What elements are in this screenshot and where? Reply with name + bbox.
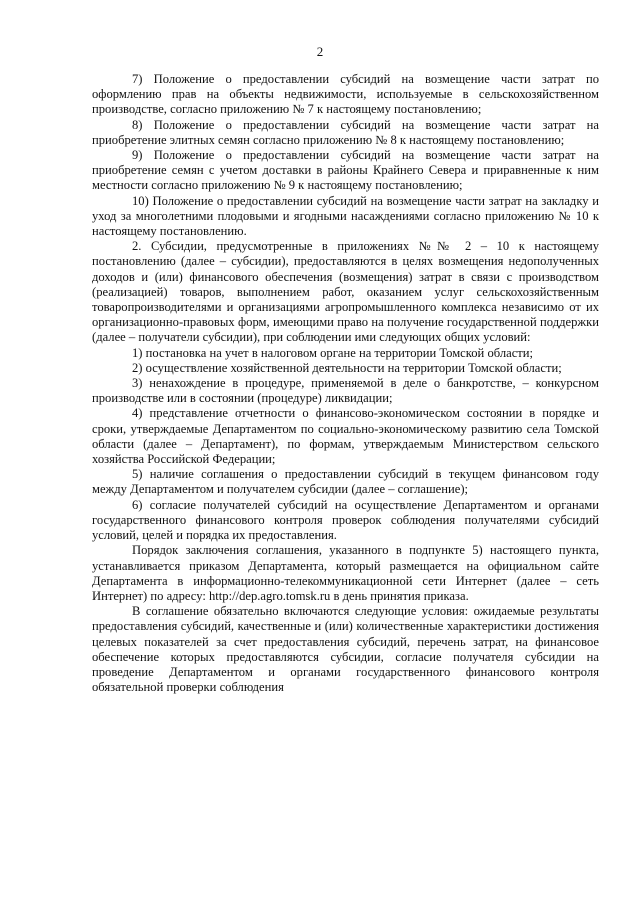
condition-3: 3) ненахождение в процедуре, применяемой в деле о банкротстве, – конкурсном производстве или в состоянии (процедуре) ликвидации;: [92, 376, 599, 406]
document-body: [92, 72, 599, 695]
paragraph-section-2: 2. Субсидии, предусмотренные в приложениях №№ 2 – 10 к настоящему постановлению (далее – субсидии), предоставляются в целях возмещения недополученных доходов и (или) финансового обеспечения (возмещения) затрат в связи с производством (реализацией) товаров, выполнением работ, оказанием услуг сельскохозяйственным товаропроизводителями и организациями агропромышленного комплекса независимо от их организационно-правовых форм, имеющими право на получение государственной поддержки (далее – получатели субсидии), при соблюдении ими следующих общих условий:: [92, 239, 599, 345]
paragraph-item-8: 8) Положение о предоставлении субсидий на возмещение части затрат на приобретение элитных семян согласно приложению № 8 к настоящему постановлению;: [92, 117, 599, 147]
condition-5: 5) наличие соглашения о предоставлении субсидий в текущем финансовом году между Департаментом и получателем субсидии (далее – соглашение);: [92, 467, 599, 497]
page-number: 2: [316, 44, 324, 59]
agreement-conditions: В соглашение обязательно включаются следующие условия: ожидаемые результаты предоставления субсидий, качественные и (или) количественные характеристики достижения целевых показателей за счет предоставления субсидий, перечень затрат, на финансовое обеспечение которых предоставляются субсидии, согласие получателя субсидии на проведение Департаментом и органами государственного финансового контроля обязательной проверки соблюдения: [92, 604, 599, 695]
condition-2: 2) осуществление хозяйственной деятельности на территории Томской области;: [132, 360, 562, 375]
paragraph-item-7: 7) Положение о предоставлении субсидий на возмещение части затрат по оформлению прав на объекты недвижимости, используемые в сельскохозяйственном производстве, согласно приложению № 7 к настоящему постановлению;: [92, 72, 599, 117]
condition-1: 1) постановка на учет в налоговом органе на территории Томской области;: [132, 345, 534, 360]
condition-4: 4) представление отчетности о финансово-экономическом состоянии в порядке и сроки, утверждаемые Департаментом по социально-экономическому развитию села Томской области (далее – Департамент), по формам, утверждаемым Министерством сельского хозяйства Российской Федерации;: [92, 406, 599, 467]
paragraph-item-9: 9) Положение о предоставлении субсидий на возмещение части затрат на приобретение семян с учетом доставки в районы Крайнего Севера и приравненные к ним местности согласно приложению № 9 к настоящему постановлению;: [92, 148, 599, 193]
paragraph-item-10: 10) Положение о предоставлении субсидий на возмещение части затрат на закладку и уход за многолетними плодовыми и ягодными насаждениями согласно приложению № 10 к настоящему постановлению.: [92, 193, 599, 239]
agreement-procedure: Порядок заключения соглашения, указанного в подпункте 5) настоящего пункта, устанавливается приказом Департамента, который размещается на официальном сайте Департамента в информационно-телекоммуникационной сети Интернет (далее – сеть Интернет) по адресу: http://dep.agro.tomsk.ru в день принятия приказа.: [92, 543, 599, 603]
condition-6: 6) согласие получателей субсидий на осуществление Департаментом и органами государственного финансового контроля проверок соблюдения получателями субсидий условий, целей и порядка их предоставления.: [92, 497, 599, 543]
